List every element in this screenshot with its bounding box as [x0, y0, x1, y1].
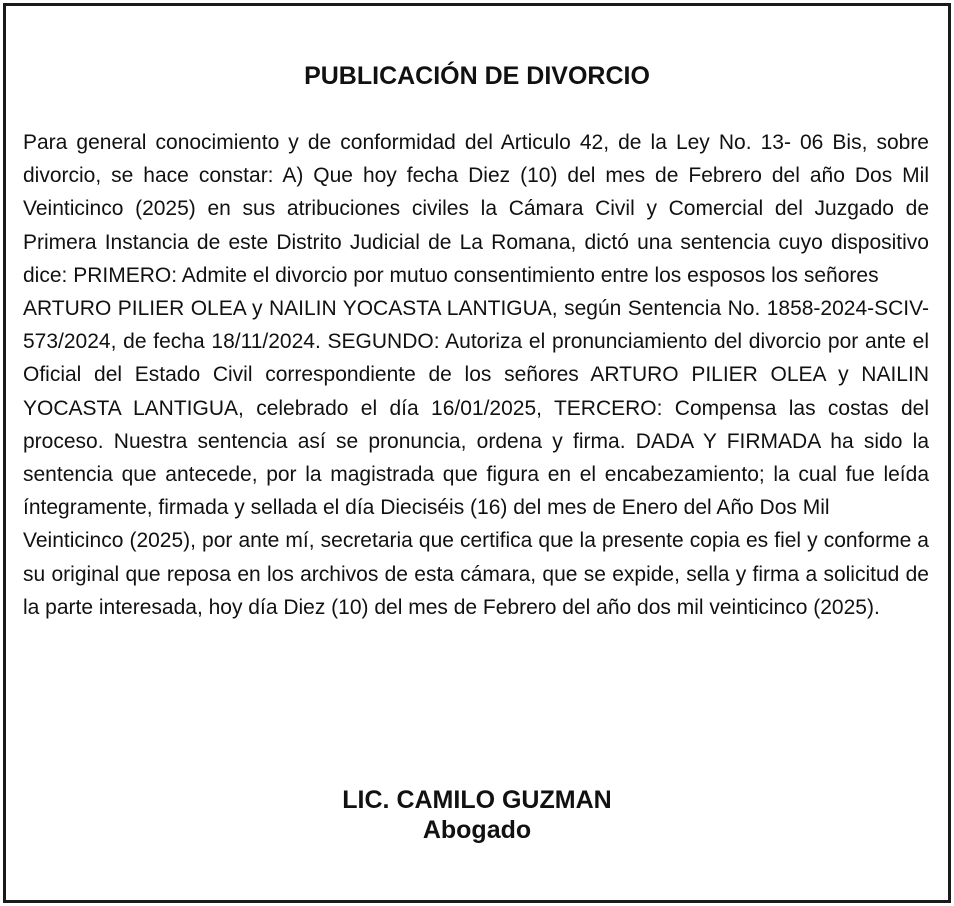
- notice-frame: [3, 3, 951, 903]
- notice-body: [23, 126, 929, 624]
- signature-role: Abogado: [422, 816, 532, 844]
- body-paragraph-3: Veinticinco (2025), por ante mí, secretaria que certifica que la presente copia es fiel y conforme a su original que reposa en los archivos de esta cámara, que se expide, sella y firma a solicitud de la parte interesada, hoy día Diez (10) del mes de Febrero del año dos mil veinticinco (2025).: [23, 529, 929, 619]
- body-paragraph-2: ARTURO PILIER OLEA y NAILIN YOCASTA LANTIGUA, según Sentencia No. 1858-2024-SCIV-573/2024, de fecha 18/11/2024. SEGUNDO: Autoriza el pronunciamiento del divorcio por ante el Oficial del Estado Civil correspondiente de los señores ARTURO PILIER OLEA y NAILIN YOCASTA LANTIGUA, celebrado el día 16/01/2025, TERCERO: Compensa las costas del proceso. Nuestra sentencia así se pronuncia, ordena y firma. DADA Y FIRMADA ha sido la sentencia que antecede, por la magistrada que figura en el encabezamiento; la cual fue leída íntegramente, firmada y sellada el día Dieciséis (16) del mes de Enero del Año Dos Mil: [23, 297, 929, 520]
- notice-title: PUBLICACIÓN DE DIVORCIO: [304, 62, 650, 90]
- body-paragraph-1: Para general conocimiento y de conformidad del Articulo 42, de la Ley No. 13- 06 Bis, sobre divorcio, se hace constar: A) Que hoy fecha Diez (10) del mes de Febrero del año Dos Mil Veinticinco (2025) en sus atribuciones civiles la Cámara Civil y Comercial del Juzgado de Primera Instancia de este Distrito Judicial de La Romana, dictó una sentencia cuyo dispositivo dice: PRIMERO: Admite el divorcio por mutuo consentimiento entre los esposos los señores: [23, 131, 929, 287]
- signature-block: [6, 785, 948, 845]
- signature-name: LIC. CAMILO GUZMAN: [342, 786, 612, 814]
